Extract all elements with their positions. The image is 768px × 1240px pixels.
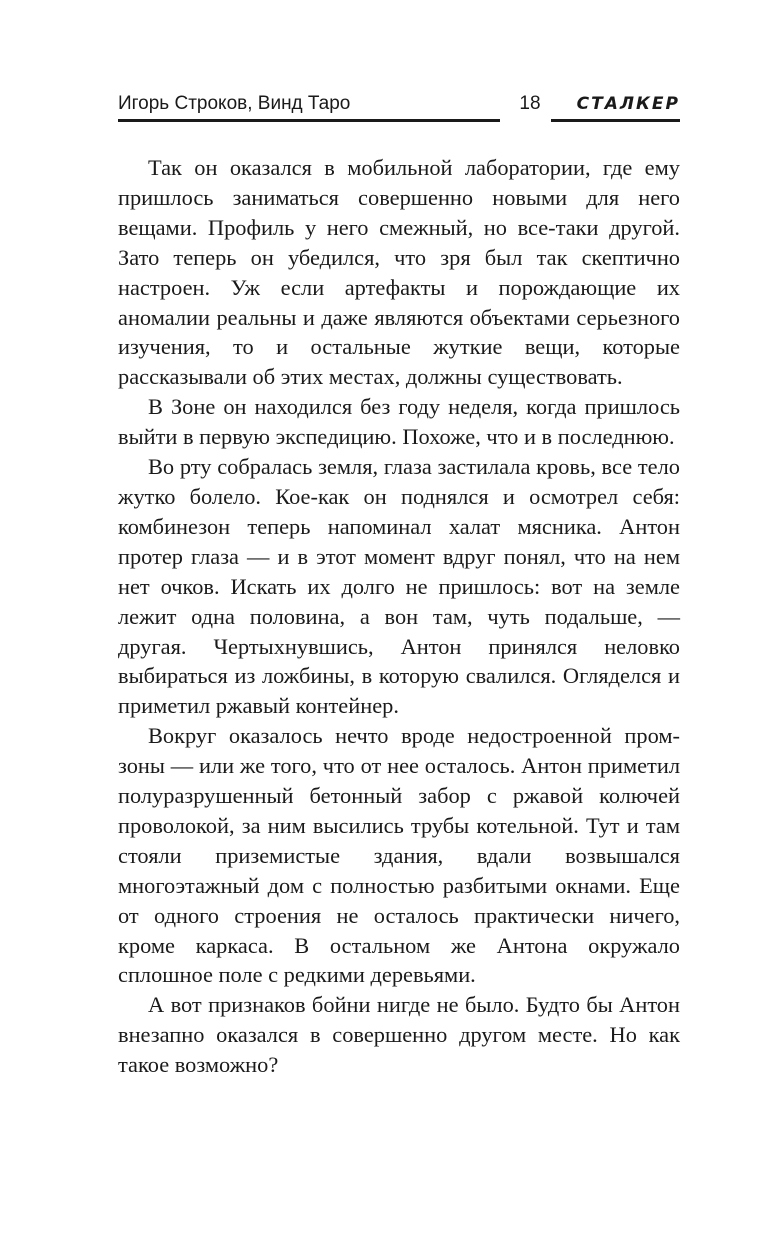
- paragraph: Так он оказался в мобильной лаборатории, где ему пришлось заниматься совершенно новыми для него вещами. Профиль у него смежный, но все-таки другой. Зато теперь он убедился, что зря был так скептично настроен. Уж если артефакты и порождающие их аномалии реальны и даже являются объектами серьезного изучения, то и остальные жуткие вещи, которые рассказывали об этих местах, должны существовать.: [118, 155, 680, 390]
- page-number: 18: [519, 93, 541, 114]
- paragraph: В Зоне он находился без году неделя, когда пришлось выйти в первую экспедицию. Похоже, что и в последнюю.: [118, 394, 680, 450]
- header-author: Игорь Строков, Винд Таро: [118, 93, 351, 114]
- paragraph: А вот признаков бойни нигде не было. Будто бы Антон внезапно оказался в совершенно другом месте. Но как такое возможно?: [118, 992, 680, 1078]
- body-text: [118, 153, 680, 1080]
- header-rule-left: [118, 119, 500, 122]
- header-rule-right: [551, 119, 680, 122]
- series-title: СТАЛКЕР: [576, 94, 680, 114]
- running-header: [118, 92, 680, 124]
- paragraph: Во рту собралась земля, глаза застилала кровь, все тело жутко болело. Кое-как он поднялся и осмотрел себя: комбинезон теперь напоминал халат мясника. Антон протер глаза — и в этот момент вдруг понял, что на нем нет очков. Искать их долго не пришлось: вот на земле лежит одна половина, а вон там, чуть подальше, — другая. Чертыхнувшись, Антон принялся неловко выбираться из ложбины, в которую свалился. Огляделся и приметил ржавый контейнер.: [118, 454, 680, 719]
- paragraph: Вокруг оказалось нечто вроде недостроенной промзоны — или же того, что от нее осталось. Антон приметил полуразрушенный бетонный забор с ржавой колючей проволокой, за ним высились трубы котельной. Тут и там стояли приземистые здания, вдали возвышался многоэтажный дом с полностью разбитыми окнами. Еще от одного строения не осталось практически ничего, кроме каркаса. В остальном же Антона окружало сплошное поле с редкими деревьями.: [118, 723, 680, 988]
